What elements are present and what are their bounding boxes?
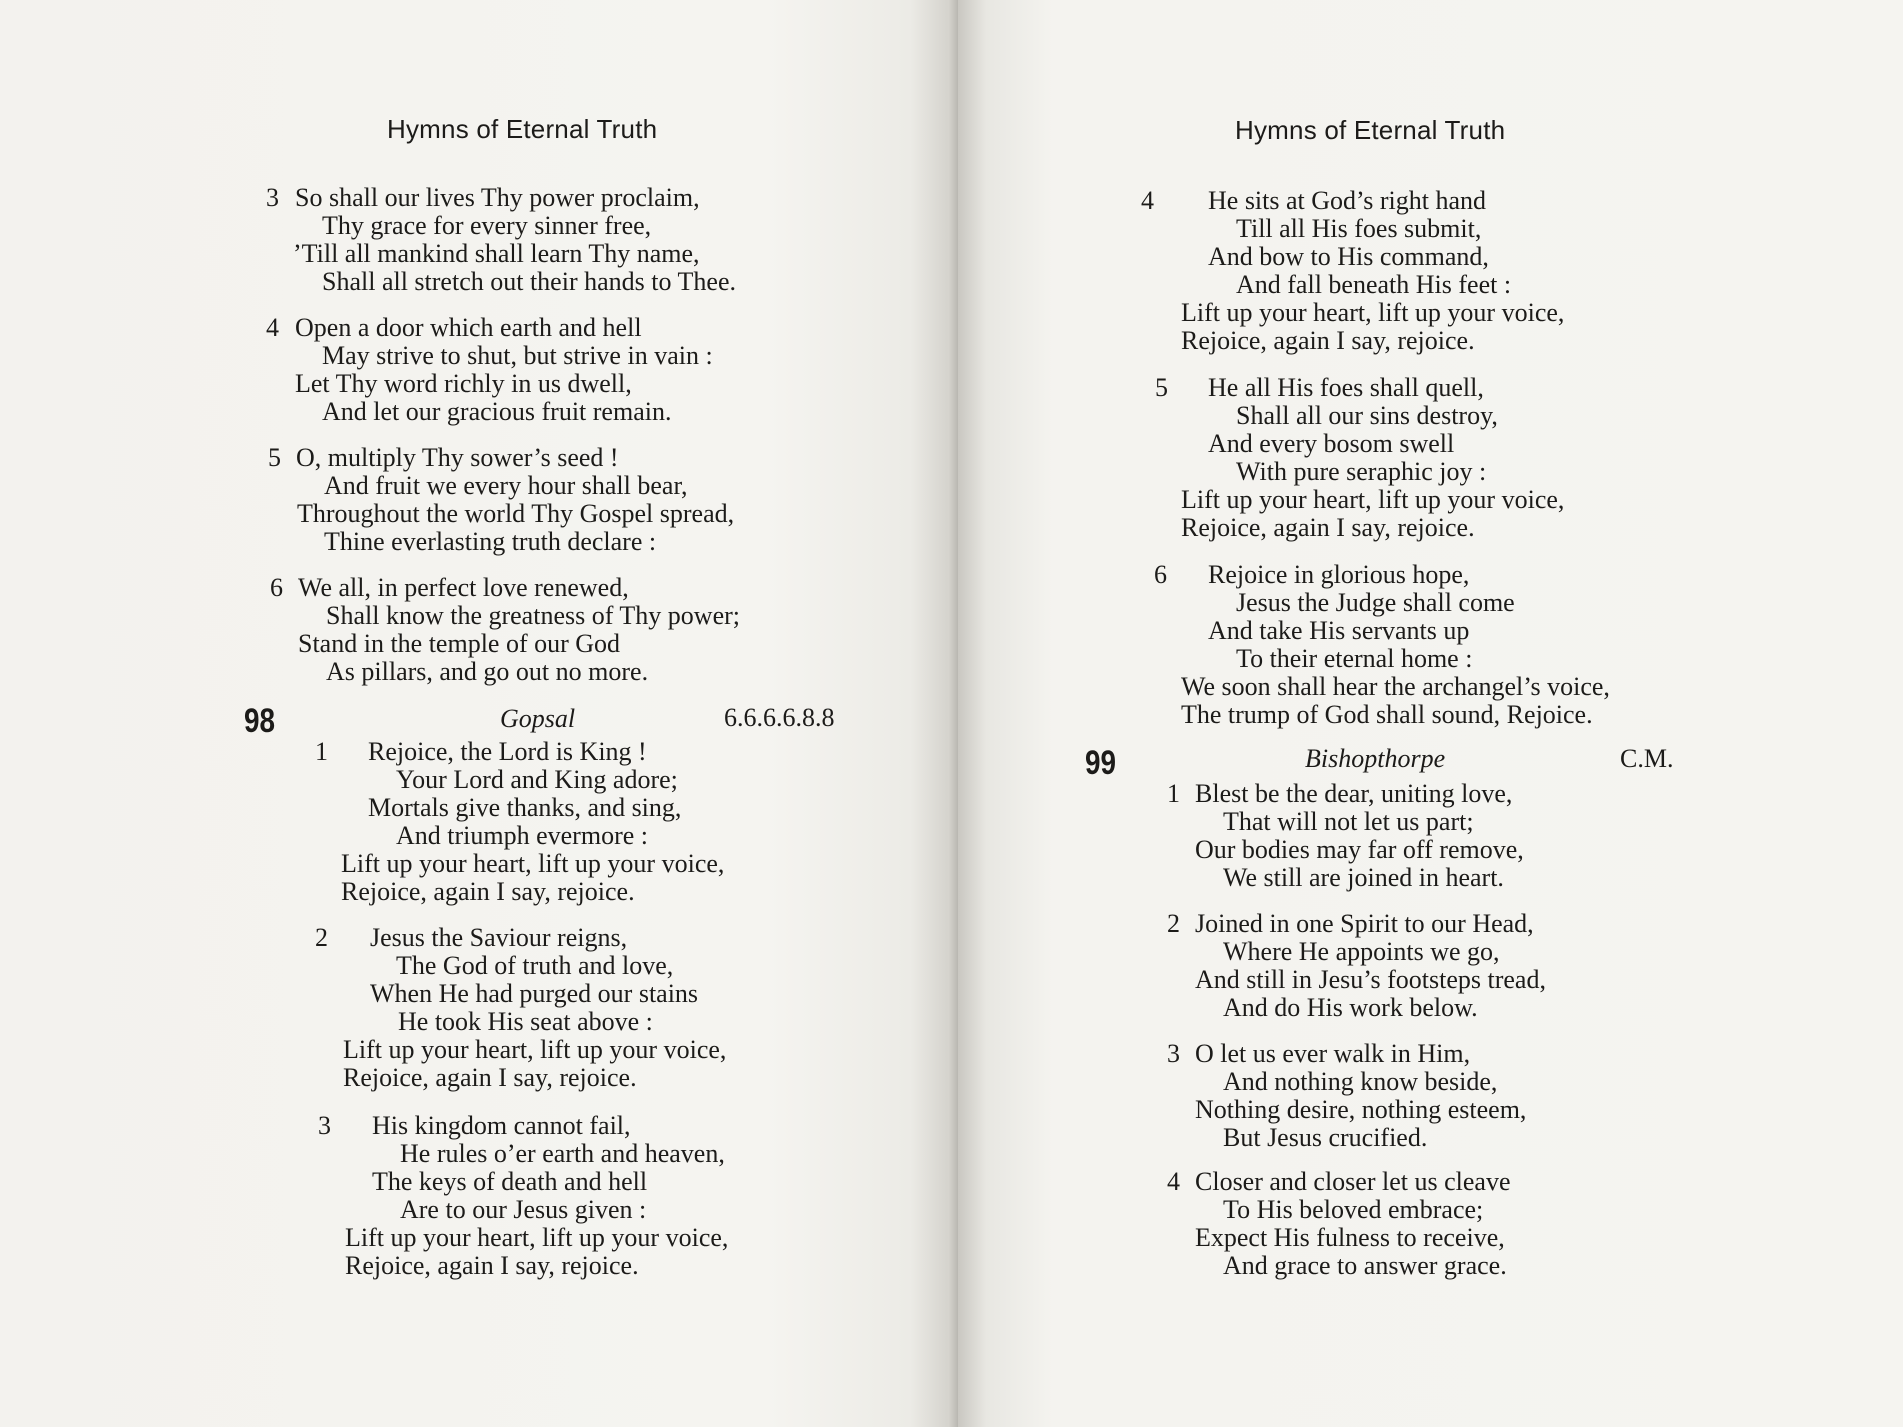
verse-line: Lift up your heart, lift up your voice,	[345, 1223, 729, 1252]
verse-line: Our bodies may far off remove,	[1195, 835, 1524, 864]
verse-line: Thine everlasting truth declare :	[324, 527, 657, 556]
verse-line: Rejoice, again I say, rejoice.	[1181, 513, 1475, 542]
verse-number: 4	[266, 313, 279, 342]
verse-line: Lift up your heart, lift up your voice,	[1181, 485, 1565, 514]
verse-line: The keys of death and hell	[372, 1167, 648, 1196]
verse-line: And triumph evermore :	[396, 821, 648, 850]
verse-line: Blest be the dear, uniting love,	[1195, 779, 1513, 808]
verse-number: 4	[1167, 1167, 1180, 1196]
verse-line: Till all His foes submit,	[1236, 214, 1482, 243]
verse-line: Closer and closer let us cleave	[1195, 1167, 1511, 1196]
verse-line: He all His foes shall quell,	[1208, 373, 1484, 402]
verse-line: And fruit we every hour shall bear,	[324, 471, 688, 500]
verse-line: To His beloved embrace;	[1223, 1195, 1484, 1224]
verse-line: Nothing desire, nothing esteem,	[1195, 1095, 1527, 1124]
verse-line: Expect His fulness to receive,	[1195, 1223, 1505, 1252]
tune-name: Bishopthorpe	[1305, 744, 1446, 773]
verse-line: Jesus the Judge shall come	[1236, 588, 1515, 617]
right-page	[958, 0, 1903, 1427]
verse-line: Rejoice, again I say, rejoice.	[343, 1063, 637, 1092]
verse-line: Throughout the world Thy Gospel spread,	[297, 499, 735, 528]
verse-line: As pillars, and go out no more.	[326, 657, 649, 686]
verse-line: Thy grace for every sinner free,	[322, 211, 652, 240]
verse-line: Rejoice in glorious hope,	[1208, 560, 1470, 589]
verse-line: We soon shall hear the archangel’s voice,	[1181, 672, 1610, 701]
verse-line: Lift up your heart, lift up your voice,	[343, 1035, 727, 1064]
verse-number: 5	[268, 443, 281, 472]
verse-line: He rules o’er earth and heaven,	[400, 1139, 725, 1168]
verse-line: He sits at God’s right hand	[1208, 186, 1487, 215]
verse-line: And grace to answer grace.	[1223, 1251, 1507, 1280]
verse-line: Jesus the Saviour reigns,	[370, 923, 628, 952]
verse-line: Stand in the temple of our God	[298, 629, 621, 658]
tune-name: Gopsal	[500, 704, 576, 733]
verse-line: And fall beneath His feet :	[1236, 270, 1512, 299]
verse-line: Your Lord and King adore;	[396, 765, 678, 794]
verse-number: 2	[315, 923, 328, 952]
verse-line: And let our gracious fruit remain.	[322, 397, 672, 426]
verse-line: With pure seraphic joy :	[1236, 457, 1487, 486]
verse-line: Open a door which earth and hell	[295, 313, 642, 342]
verse-line: And nothing know beside,	[1223, 1067, 1498, 1096]
hymn-number: 99	[1085, 744, 1117, 782]
verse-line: Are to our Jesus given :	[400, 1195, 647, 1224]
meter: 6.6.6.6.8.8	[724, 703, 835, 732]
running-head: Hymns of Eternal Truth	[1235, 115, 1506, 145]
verse-number: 1	[315, 737, 328, 766]
verse-number: 6	[270, 573, 283, 602]
verse-line: And take His servants up	[1208, 616, 1470, 645]
verse-line: And still in Jesu’s footsteps tread,	[1195, 965, 1546, 994]
verse-line: To their eternal home :	[1236, 644, 1473, 673]
verse-line: Mortals give thanks, and sing,	[368, 793, 682, 822]
verse-line: Rejoice, again I say, rejoice.	[1181, 326, 1475, 355]
verse-line: We still are joined in heart.	[1223, 863, 1504, 892]
verse-line: The God of truth and love,	[396, 951, 674, 980]
verse-line: Shall all stretch out their hands to Thee.	[322, 267, 736, 296]
verse-line: When He had purged our stains	[370, 979, 699, 1008]
verse-line: Shall all our sins destroy,	[1236, 401, 1498, 430]
verse-line: And do His work below.	[1223, 993, 1478, 1022]
verse-line: His kingdom cannot fail,	[372, 1111, 631, 1140]
verse-line: Shall know the greatness of Thy power;	[326, 601, 740, 630]
verse-line: O, multiply Thy sower’s seed !	[296, 443, 619, 472]
verse-number: 1	[1167, 779, 1180, 808]
meter: C.M.	[1620, 744, 1674, 773]
verse-line: So shall our lives Thy power proclaim,	[295, 183, 700, 212]
verse-line: Lift up your heart, lift up your voice,	[341, 849, 725, 878]
verse-number: 3	[318, 1111, 331, 1140]
verse-line: May strive to shut, but strive in vain :	[322, 341, 713, 370]
verse-line: We all, in perfect love renewed,	[298, 573, 629, 602]
verse-number: 6	[1154, 560, 1167, 589]
verse-line: O let us ever walk in Him,	[1195, 1039, 1471, 1068]
verse-line: Rejoice, the Lord is King !	[368, 737, 647, 766]
verse-line: But Jesus crucified.	[1223, 1123, 1428, 1152]
running-head: Hymns of Eternal Truth	[387, 114, 658, 144]
verse-line: Rejoice, again I say, rejoice.	[341, 877, 635, 906]
verse-line: Lift up your heart, lift up your voice,	[1181, 298, 1565, 327]
verse-line: And bow to His command,	[1208, 242, 1489, 271]
verse-number: 5	[1155, 373, 1168, 402]
verse-line: Where He appoints we go,	[1223, 937, 1500, 966]
verse-line: That will not let us part;	[1223, 807, 1474, 836]
verse-number: 2	[1167, 909, 1180, 938]
verse-number: 3	[266, 183, 279, 212]
verse-line: He took His seat above :	[398, 1007, 653, 1036]
verse-line: Let Thy word richly in us dwell,	[295, 369, 632, 398]
verse-line: Rejoice, again I say, rejoice.	[345, 1251, 639, 1280]
hymn-number: 98	[244, 702, 276, 740]
verse-number: 3	[1167, 1039, 1180, 1068]
verse-line: ’Till all mankind shall learn Thy name,	[293, 239, 700, 268]
verse-number: 4	[1141, 186, 1154, 215]
verse-line: Joined in one Spirit to our Head,	[1195, 909, 1534, 938]
verse-line: The trump of God shall sound, Rejoice.	[1181, 700, 1593, 729]
verse-line: And every bosom swell	[1208, 429, 1455, 458]
